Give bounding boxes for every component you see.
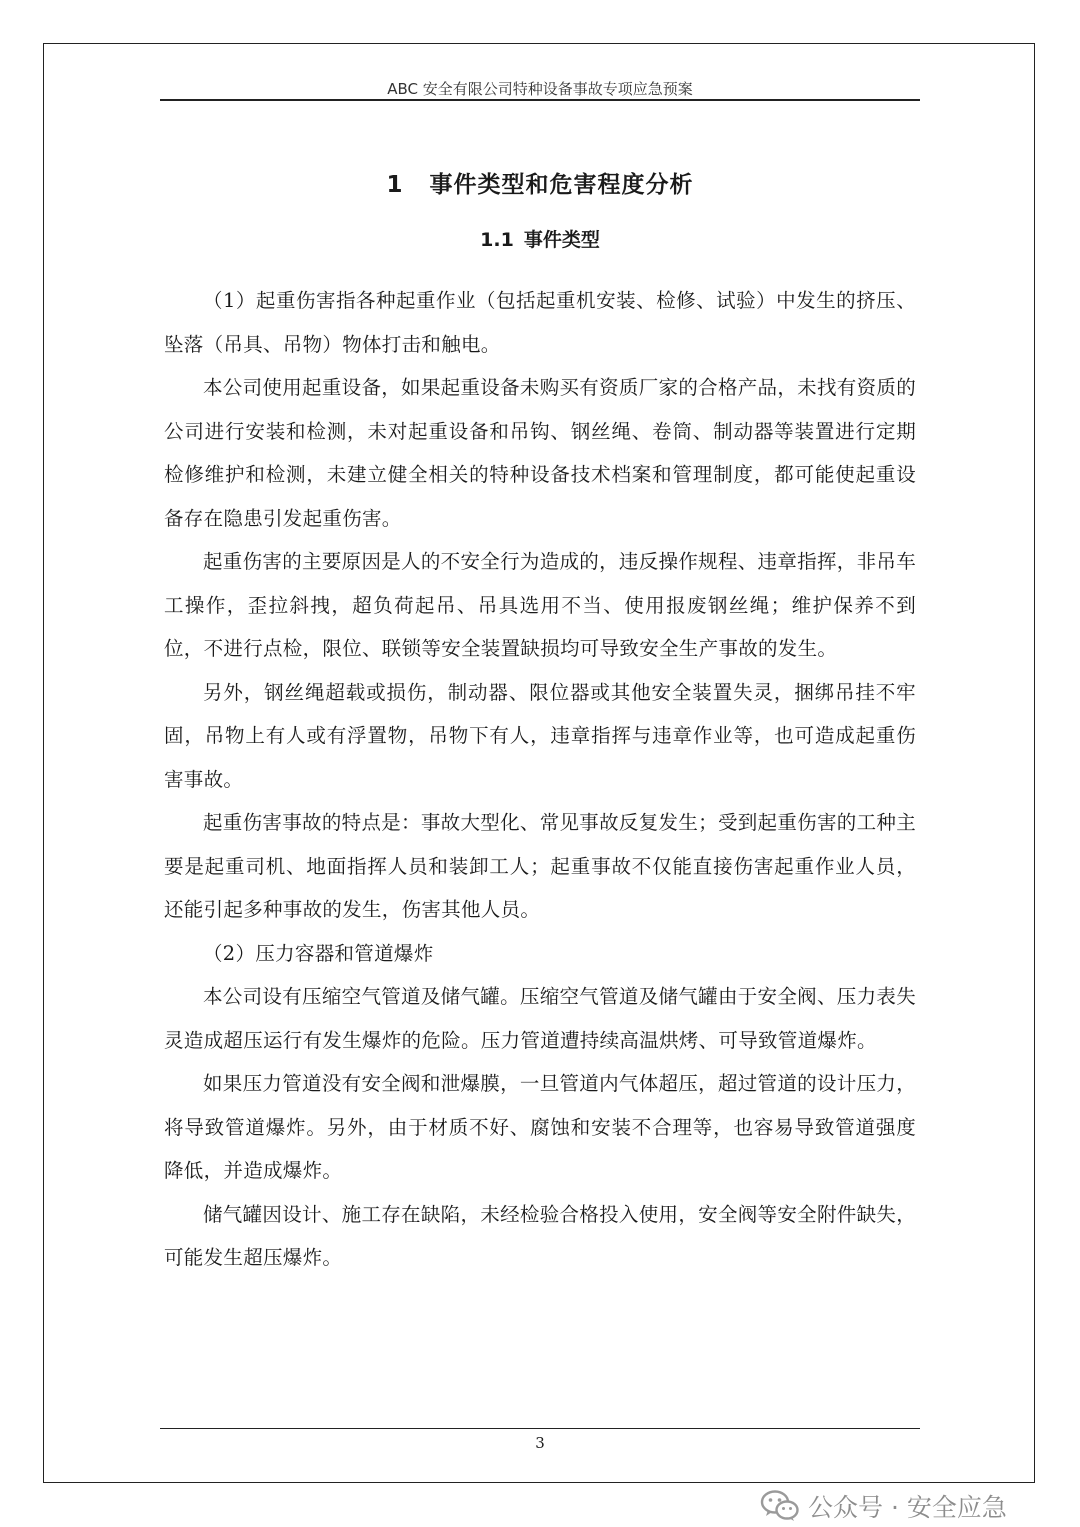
paragraph: 起重伤害事故的特点是：事故大型化、常见事故反复发生；受到起重伤害的工种主要是起重司机、地面指挥人员和装卸工人；起重事故不仅能直接伤害起重作业人员，还能引起多种事故的发生，伤害其他人员。 — [164, 811, 916, 921]
paragraph: 如果压力管道没有安全阀和泄爆膜，一旦管道内气体超压，超过管道的设计压力，将导致管道爆炸。另外，由于材质不好、腐蚀和安装不合理等，也容易导致管道强度降低，并造成爆炸。 — [164, 1072, 916, 1182]
paragraph: 起重伤害的主要原因是人的不安全行为造成的，违反操作规程、违章指挥，非吊车工操作，歪拉斜拽，超负荷起吊、吊具选用不当、使用报废钢丝绳；维护保养不到位，不进行点检，限位、联锁等安全装置缺损均可导致安全生产事故的发生。 — [164, 550, 916, 660]
section-title: 事件类型和危害程度分析 — [429, 172, 694, 198]
watermark-text: 公众号 · 安全应急 — [808, 1493, 1007, 1522]
paragraph: 本公司使用起重设备，如果起重设备未购买有资质厂家的合格产品，未找有资质的公司进行安装和检测，未对起重设备和吊钩、钢丝绳、卷筒、制动器等装置进行定期检修维护和检测，未建立健全相关的特种设备技术档案和管理制度，都可能使起重设备存在隐患引发起重伤害。 — [164, 376, 916, 530]
paragraph: 储气罐因设计、施工存在缺陷，未经检验合格投入使用，安全阀等安全附件缺失，可能发生超压爆炸。 — [164, 1202, 916, 1269]
footer-rule — [160, 1428, 920, 1429]
section-number: 1 — [386, 172, 404, 198]
subsection-heading — [160, 225, 920, 252]
paragraph: （2）压力容器和管道爆炸 — [203, 941, 434, 965]
watermark — [760, 1488, 1007, 1524]
running-header: ABC 安全有限公司特种设备事故专项应急预案 — [387, 80, 693, 98]
subsection-number: 1.1 — [480, 229, 514, 251]
body-text — [164, 279, 916, 1280]
paragraph: 本公司设有压缩空气管道及储气罐。压缩空气管道及储气罐由于安全阀、压力表失灵造成超压运行有发生爆炸的危险。压力管道遭持续高温烘烤、可导致管道爆炸。 — [164, 985, 916, 1052]
wechat-icon — [760, 1489, 800, 1523]
paragraph: （1）起重伤害指各种起重作业（包括起重机安装、检修、试验）中发生的挤压、坠落（吊具、吊物）物体打击和触电。 — [164, 289, 916, 356]
header-rule — [160, 99, 920, 101]
page-number: 3 — [535, 1434, 545, 1452]
paragraph: 另外，钢丝绳超载或损伤，制动器、限位器或其他安全装置失灵，捆绑吊挂不牢固，吊物上有人或有浮置物，吊物下有人，违章指挥与违章作业等，也可造成起重伤害事故。 — [164, 680, 916, 791]
section-heading — [160, 166, 920, 199]
subsection-title: 事件类型 — [523, 229, 600, 251]
